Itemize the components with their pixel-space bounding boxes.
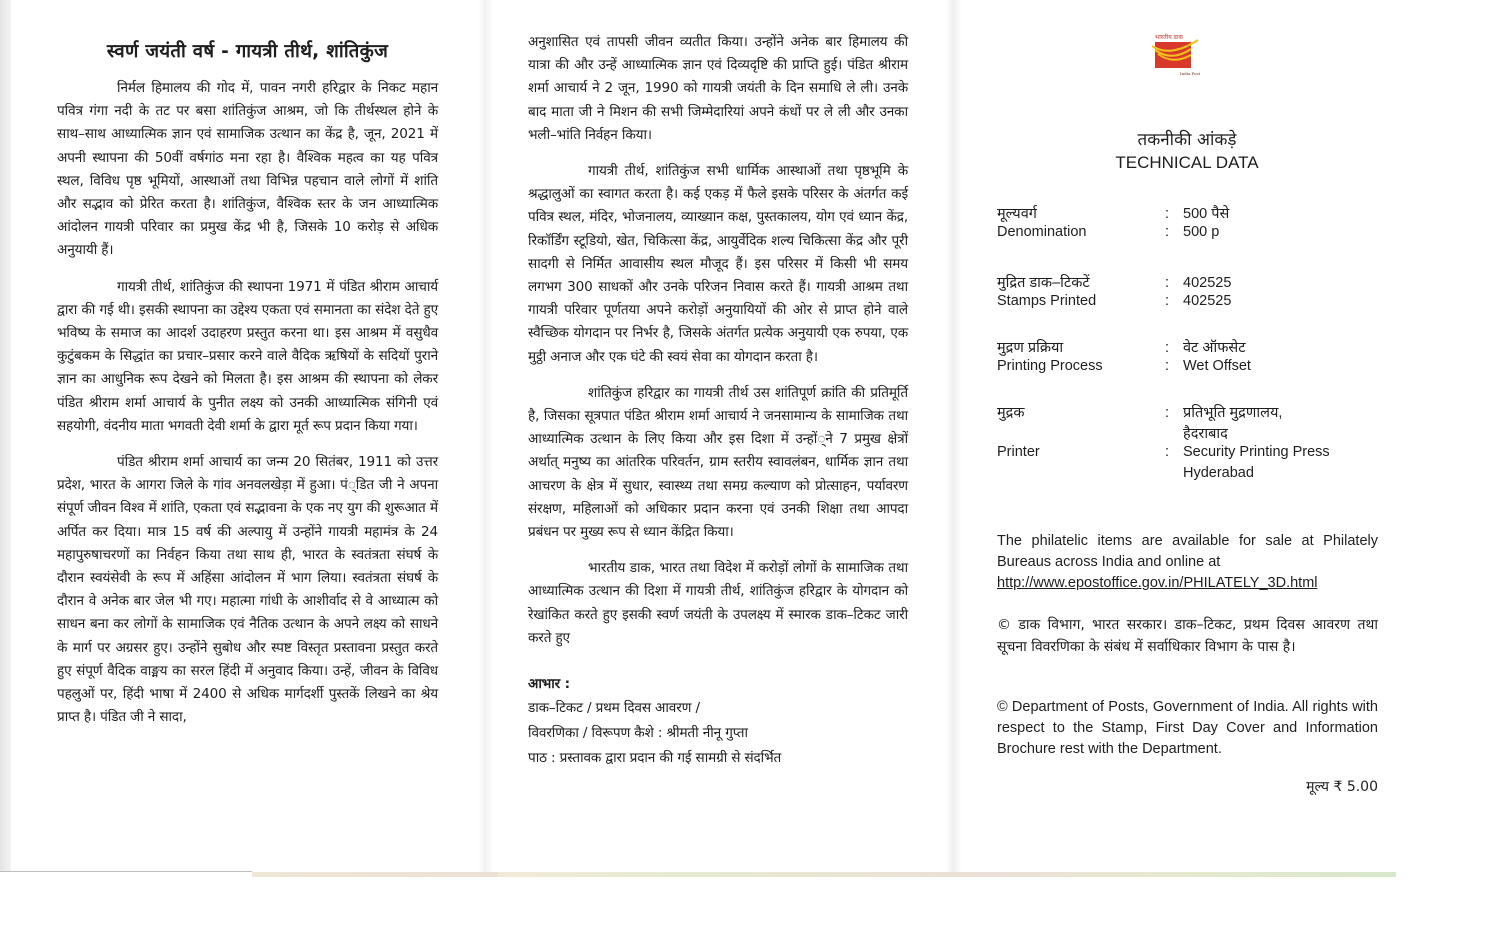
spec-value: प्रतिभूति मुद्रणालय, [1183, 405, 1283, 421]
acknowledgement-heading: आभार : [528, 676, 570, 693]
paragraph-continuation: अनुशासित एवं तापसी जीवन व्यतीत किया। उन्होंने अनेक बार हिमालय की यात्रा की और उन्हें आध्यात्मिक ज्ञान एवं दिव्यदृष्टि की प्राप्ति हुई। पंडित श्रीराम शर्मा आचार्य ने 2 जून, 1990 को गायत्री जयंती के दिन समाधि ले ली। उनके बाद माता जी ने मिशन की सभी जिम्मेदारियां अपने कंधों पर ले ली और उनका भली–भांति निर्वहन किया। [528, 34, 908, 143]
spec-group-printer [997, 402, 1379, 486]
page-title: स्वर्ण जयंती वर्ष - गायत्री तीर्थ, शांतिकुंज [106, 41, 389, 62]
spec-colon: : [1165, 358, 1170, 374]
spec-label: मुद्रण प्रक्रिया [997, 340, 1064, 356]
spec-group-denomination [997, 203, 1379, 245]
spec-colon: : [1165, 224, 1170, 240]
spec-row [997, 402, 1379, 423]
spec-row [997, 423, 1379, 444]
spec-colon: : [1165, 405, 1170, 421]
spec-row [997, 337, 1379, 358]
spec-row [997, 293, 1379, 314]
spec-row [997, 224, 1379, 245]
left-panel [57, 0, 438, 742]
technical-data-title-hindi: तकनीकी आंकड़े [1137, 130, 1237, 150]
bottom-color-strip [498, 872, 1396, 877]
page-bottom-edge [0, 871, 252, 872]
spec-row [997, 444, 1379, 465]
logo-hindi-text: भारतीय डाक [1155, 34, 1183, 41]
spec-label: Stamps Printed [997, 293, 1097, 309]
spec-value: Wet Offset [1183, 358, 1251, 374]
spec-label: मुद्रित डाक–टिकटें [997, 275, 1090, 291]
paragraph: गायत्री तीर्थ, शांतिकुंज की स्थापना 1971 में पंडित श्रीराम आचार्य द्वारा की गई थी। इसकी स्थापना का उद्देश्य एकता एवं समानता का संदेश देते हुए भविष्य के समाज का आदर्श उदाहरण प्रस्तुत करना था। इस आश्रम में वसुधैव कुटुंबकम के सिद्धांत का प्रचार–प्रसार करने वाले वैदिक ऋषियों के सदियों पुराने ज्ञान का आधुनिक रूप देखने को मिलता है। इस आश्रम की स्थापना को लेकर पंडित श्रीराम शर्मा आचार्य के पुनीत लक्ष्य को उनकी आध्यात्मिक संगिनी एवं सहयोगी, वंदनीय माता भगवती देवी शर्मा के द्वारा मूर्त रूप प्रदान किया गया। [57, 278, 438, 434]
fold-line-left [478, 0, 494, 872]
paragraph: गायत्री तीर्थ, शांतिकुंज सभी धार्मिक आस्थाओं तथा पृष्ठभूमि के श्रद्धालुओं का स्वागत करता है। कई एकड़ में फैले इसके परिसर के अंतर्गत कई पवित्र स्थल, मंदिर, भोजनालय, व्याख्यान कक्ष, पुस्तकालय, योग एवं ध्यान केंद्र, रिकॉर्डिंग स्टूडियो, खेत, चिकित्सा केंद्र, आयुर्वेदिक शल्य चिकित्सा केंद्र और पूरी सादगी से निर्मित आवासीय स्थल मौजूद हैं। इस परिसर में किसी भी समय लगभग 300 साधकों और उनके परिजन निवास करते हैं। गायत्री आश्रम तथा गायत्री परिवार पूर्णतया अपने करोड़ों अनुयायियों की ओर से प्राप्त होने वाले स्वैच्छिक योगदान पर निर्भर है, जिसके अंतर्गत प्रत्येक अनुयायी एक रुपया, एक मुट्ठी अनाज और एक घंटे की स्वयं सेवा का योगदान करता है। [528, 163, 908, 365]
spec-row [997, 203, 1379, 224]
paragraph: पंडित श्रीराम शर्मा आचार्य का जन्म 20 सितंबर, 1911 को उत्तर प्रदेश, भारत के आगरा जिले के गांव अनवलखेड़ा में हुआ। पं्डित जी ने अपना संपूर्ण जीवन विश्व में शांति, एकता एवं सद्भावना के एक नए युग की शुरूआत में अर्पित कर दिया। मात्र 15 वर्ष की अल्पायु में उन्होंने गायत्री महामंत्र के 24 महापुरुषाचरणों का निर्वहन किया तथा साथ ही, भारत के स्वतंत्रता संघर्ष के दौरान स्वयंसेवी के रूप में अहिंसा आंदोलन में भाग लिया। स्वतंत्रता संघर्ष के दौरान वे अनेक बार जेल भी गए। महात्मा गांधी के आशीर्वाद से वे आध्यात्म को साधन बना कर लोगों के सामाजिक एवं नैतिक उत्थान के अपने लक्ष्य को साधने के मार्ग पर अग्रसर हुए। उन्होंने सुबोध और स्पष्ट विस्तृत प्रस्तावना प्रस्तुत करते हुए संपूर्ण वैदिक वाङ्मय का सरल हिंदी में अनुवाद किया। उन्हें, जीवन के विविध पहलुओं पर, हिंदी भाषा में 2400 से अधिक मार्गदर्शी पुस्तकें लिखने का श्रेय प्राप्त है। पंडित जी ने सादा, [57, 454, 438, 726]
spec-value: 500 पैसे [1183, 206, 1230, 222]
logo-english-text: India Post [1180, 71, 1200, 76]
spec-group-printing-process [997, 337, 1379, 379]
spec-value: 500 p [1183, 224, 1220, 240]
india-post-logo-icon [1152, 32, 1200, 78]
spec-label: Denomination [997, 224, 1087, 240]
fold-line-right [946, 0, 962, 872]
spec-row [997, 272, 1379, 293]
acknowledgement-line: विवरणिका / विरूपण कैशे : श्रीमती नीनू गुप्ता [528, 725, 748, 742]
paragraph: भारतीय डाक, भारत तथा विदेश में करोड़ों लोगों के सामाजिक तथा आध्यात्मिक उत्थान की दिशा में गायत्री तीर्थ, शांतिकुंज हरिद्वार के योगदान को रेखांकित करते हुए इसकी स्वर्ण जयंती के उपलक्ष्य में स्मारक डाक–टिकट जारी करते हुए [528, 560, 908, 646]
spec-colon: : [1165, 206, 1170, 222]
copyright-hindi: © डाक विभाग, भारत सरकार। डाक–टिकट, प्रथम दिवस आवरण तथा सूचना विवरणिका के संबंध में सर्वाधिकार विभाग के पास है। [997, 617, 1378, 655]
technical-data-title: TECHNICAL DATA [1115, 153, 1259, 172]
bottom-color-strip [252, 872, 498, 877]
middle-panel [528, 0, 908, 771]
page-left-edge-shadow [0, 0, 11, 872]
spec-value-line2: हैदराबाद [1183, 426, 1228, 442]
spec-value: वेट ऑफसेट [1183, 340, 1246, 356]
spec-value: 402525 [1183, 293, 1232, 309]
availability-note [997, 531, 1378, 594]
copyright-english: © Department of Posts, Government of India. All rights with respect to the Stamp, First Day Cover and Information Brochure rest with the Department. [997, 699, 1378, 757]
spec-label: Printing Process [997, 358, 1103, 374]
spec-value: Security Printing Press [1183, 444, 1330, 460]
spec-label: Printer [997, 444, 1040, 460]
spec-colon: : [1165, 293, 1170, 309]
price-label: मूल्य ₹ 5.00 [1306, 779, 1378, 795]
spec-row [997, 358, 1379, 379]
spec-group-stamps-printed [997, 272, 1379, 314]
acknowledgement [528, 673, 908, 771]
paragraph: निर्मल हिमालय की गोद में, पावन नगरी हरिद्वार के निकट महान पवित्र गंगा नदी के तट पर बसा शांतिकुंज आश्रम, जो कि तीर्थस्थल होने के साथ–साथ आध्यात्मिक ज्ञान एवं सामाजिक उत्थान का केंद्र है, जून, 2021 में अपनी स्थापना की 50वीं वर्षगांठ मना रहा है। वैश्विक महत्व का यह पवित्र स्थल, विविध पृष्ठ भूमियों, आस्थाओं तथा विभिन्न पहचान वाले लोगों में शांति और सद्भाव को प्रेरित करता है। शांतिकुंज, वैश्विक स्तर के जन आध्यात्मिक आंदोलन गायत्री परिवार का प्रमुख केंद्र भी है, जिसके 10 करोड़ से अधिक अनुयायी हैं। [57, 80, 438, 259]
spec-value: 402525 [1183, 275, 1232, 291]
spec-label: मुद्रक [997, 405, 1025, 421]
spec-row [997, 465, 1379, 486]
acknowledgement-line: डाक–टिकट / प्रथम दिवस आवरण / [528, 700, 700, 717]
spec-value-line2: Hyderabad [1183, 465, 1254, 481]
spec-label: मूल्यवर्ग [997, 206, 1037, 222]
acknowledgement-line: पाठ : प्रस्तावक द्वारा प्रदान की गई सामग्री से संदर्भित [528, 750, 782, 767]
spec-colon: : [1165, 275, 1170, 291]
paragraph: शांतिकुंज हरिद्वार का गायत्री तीर्थ उस शांतिपूर्ण क्रांति की प्रतिमूर्ति है, जिसका सूत्रपात पंडित श्रीराम शर्मा आचार्य ने जनसामान्य के सामाजिक तथा आध्यात्मिक उत्थान के लिए किया और इस दिशा में उन्हों्ने 7 प्रमुख क्षेत्रों अर्थात् मनुष्य का आंतरिक परिवर्तन, ग्राम स्तरीय स्वावलंबन, धार्मिक ज्ञान तथा आचरण के क्षेत्र में सुधार, स्वास्थ्य तथा समग्र कल्याण को प्रोत्साहन, पर्यावरण संरक्षण, महिलाओं को अधिकार प्रदान करना एवं उनकी शिक्षा तथा आपदा प्रबंधन पर मुख्य रूप से ध्यान केंद्रित किया। [528, 384, 908, 541]
epostoffice-link[interactable]: http://www.epostoffice.gov.in/PHILATELY_3D.html [997, 575, 1318, 591]
spec-colon: : [1165, 444, 1170, 460]
spec-colon: : [1165, 340, 1170, 356]
availability-text: The philatelic items are available for sale at Philately Bureaus across India and online at [997, 533, 1378, 570]
